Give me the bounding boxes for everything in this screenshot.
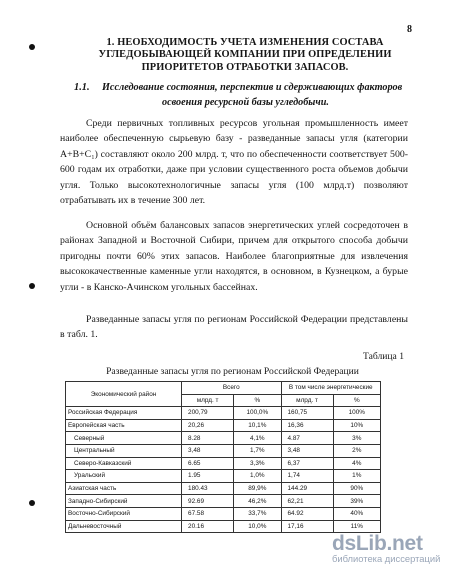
energy-cell: 144.29 xyxy=(281,482,333,495)
total-pct-cell: 33,7% xyxy=(234,507,281,520)
section-title-line: УГЛЕДОБЫВАЮЩЕЙ КОМПАНИИ ПРИ ОПРЕДЕЛЕНИИ xyxy=(98,49,392,61)
energy-pct-cell: 3% xyxy=(333,432,380,445)
section-title-line: ПРИОРИТЕТОВ ОТРАБОТКИ ЗАПАСОВ. xyxy=(141,61,349,73)
total-cell: 180.43 xyxy=(182,482,234,495)
header-region: Экономический район xyxy=(66,382,182,407)
region-cell: Уральский xyxy=(66,470,182,483)
total-pct-cell: 1,7% xyxy=(234,444,281,457)
total-cell: 200,79 xyxy=(182,407,234,420)
total-cell: 1.95 xyxy=(182,470,234,483)
table-row xyxy=(66,444,381,457)
energy-pct-cell: 10% xyxy=(333,419,380,432)
table-row xyxy=(66,419,381,432)
watermark xyxy=(332,532,444,564)
region-cell: Северо-Кавказский xyxy=(66,457,182,470)
body-paragraph: Основной объём балансовых запасов энергетических углей сосредоточен в районах Западной и Восточной Сибири, причем для открытого способа добычи пригодны почти 60% этих запасов. Наиболее благоприятные для извлечения высококачественные каменные угли находятся, в основном, в Кузнецком, а бурые угли - в Канско-Ачинском угольных бассейнах. xyxy=(60,220,408,293)
watermark-logo: dsLib.net xyxy=(332,532,423,555)
total-cell: 92.69 xyxy=(182,495,234,508)
header-total: Всего xyxy=(182,382,281,395)
section-title-line: 1. НЕОБХОДИМОСТЬ УЧЕТА ИЗМЕНЕНИЯ СОСТАВА xyxy=(106,37,384,48)
total-pct-cell: 89,9% xyxy=(234,482,281,495)
total-pct-cell: 1,0% xyxy=(234,470,281,483)
reserves-table xyxy=(65,381,381,533)
total-pct-cell: 100,0% xyxy=(234,407,281,420)
total-cell: 67.58 xyxy=(182,507,234,520)
energy-cell: 64.92 xyxy=(281,507,333,520)
table-row xyxy=(66,495,381,508)
energy-pct-cell: 4% xyxy=(333,457,380,470)
table-row xyxy=(66,507,381,520)
header-unit-value: млрд. т xyxy=(182,394,234,407)
page-number: 8 xyxy=(407,24,412,35)
total-pct-cell: 4,1% xyxy=(234,432,281,445)
energy-cell: 1,74 xyxy=(281,470,333,483)
region-cell: Восточно-Сибирский xyxy=(66,507,182,520)
energy-pct-cell: 39% xyxy=(333,495,380,508)
energy-pct-cell: 2% xyxy=(333,444,380,457)
total-pct-cell: 10,0% xyxy=(234,520,281,533)
body-paragraph: Среди первичных топливных ресурсов угольная промышленность имеет наиболее обеспеченную сырьевую базу - разведанные запасы угля (категории А+В+С₁) составляют около 200 млрд. т, что по обеспеченности соответствует 500-600 годам их отработки, даже при условии существенного роста объемов добычи угля. Только высокотехнологичные запасы угля (100 млрд.т) позволяют отрабатывать их в течение 300 лет. xyxy=(60,118,408,207)
punch-hole-mark xyxy=(29,500,35,506)
table-row xyxy=(66,482,381,495)
energy-pct-cell: 11% xyxy=(333,520,380,533)
header-unit-pct: % xyxy=(234,394,281,407)
region-cell: Российская Федерация xyxy=(66,407,182,420)
region-cell: Дальневосточный xyxy=(66,520,182,533)
table-row xyxy=(66,407,381,420)
region-cell: Центральный xyxy=(66,444,182,457)
region-cell: Западно-Сибирский xyxy=(66,495,182,508)
table-row xyxy=(66,520,381,533)
header-unit-value: млрд. т xyxy=(281,394,333,407)
energy-cell: 16,36 xyxy=(281,419,333,432)
energy-pct-cell: 40% xyxy=(333,507,380,520)
table-row xyxy=(66,470,381,483)
energy-cell: 62,21 xyxy=(281,495,333,508)
table-caption: Разведанные запасы угля по регионам Российской Федерации xyxy=(106,366,359,377)
energy-pct-cell: 1% xyxy=(333,470,380,483)
total-cell: 8.28 xyxy=(182,432,234,445)
subsection-number: 1.1. xyxy=(74,82,90,93)
energy-cell: 4.87 xyxy=(281,432,333,445)
table-label: Таблица 1 xyxy=(362,351,404,362)
total-pct-cell: 46,2% xyxy=(234,495,281,508)
energy-cell: 3,48 xyxy=(281,444,333,457)
energy-cell: 17,16 xyxy=(281,520,333,533)
punch-hole-mark xyxy=(29,283,35,289)
region-cell: Северный xyxy=(66,432,182,445)
total-cell: 6.65 xyxy=(182,457,234,470)
energy-cell: 160,75 xyxy=(281,407,333,420)
punch-hole-mark xyxy=(29,44,35,50)
energy-pct-cell: 100% xyxy=(333,407,380,420)
energy-pct-cell: 90% xyxy=(333,482,380,495)
total-cell: 20.16 xyxy=(182,520,234,533)
header-energy: В том числе энергетические xyxy=(281,382,381,395)
total-cell: 3,48 xyxy=(182,444,234,457)
section-title xyxy=(95,37,395,74)
header-unit-pct: % xyxy=(333,394,380,407)
total-cell: 20,26 xyxy=(182,419,234,432)
body-paragraph: Разведанные запасы угля по регионам Российской Федерации представлены в табл. 1. xyxy=(60,314,408,341)
watermark-subtitle: библиотека диссертаций xyxy=(332,553,441,564)
table-row xyxy=(66,432,381,445)
total-pct-cell: 10,1% xyxy=(234,419,281,432)
region-cell: Азиатская часть xyxy=(66,482,182,495)
region-cell: Европейская часть xyxy=(66,419,182,432)
subsection-title-line: Исследование состояния, перспектив и сдерживающих факторов xyxy=(102,82,403,93)
total-pct-cell: 3,3% xyxy=(234,457,281,470)
energy-cell: 6,37 xyxy=(281,457,333,470)
table-row xyxy=(66,457,381,470)
subsection-title-line: освоения ресурсной базы угледобычи. xyxy=(162,97,329,108)
